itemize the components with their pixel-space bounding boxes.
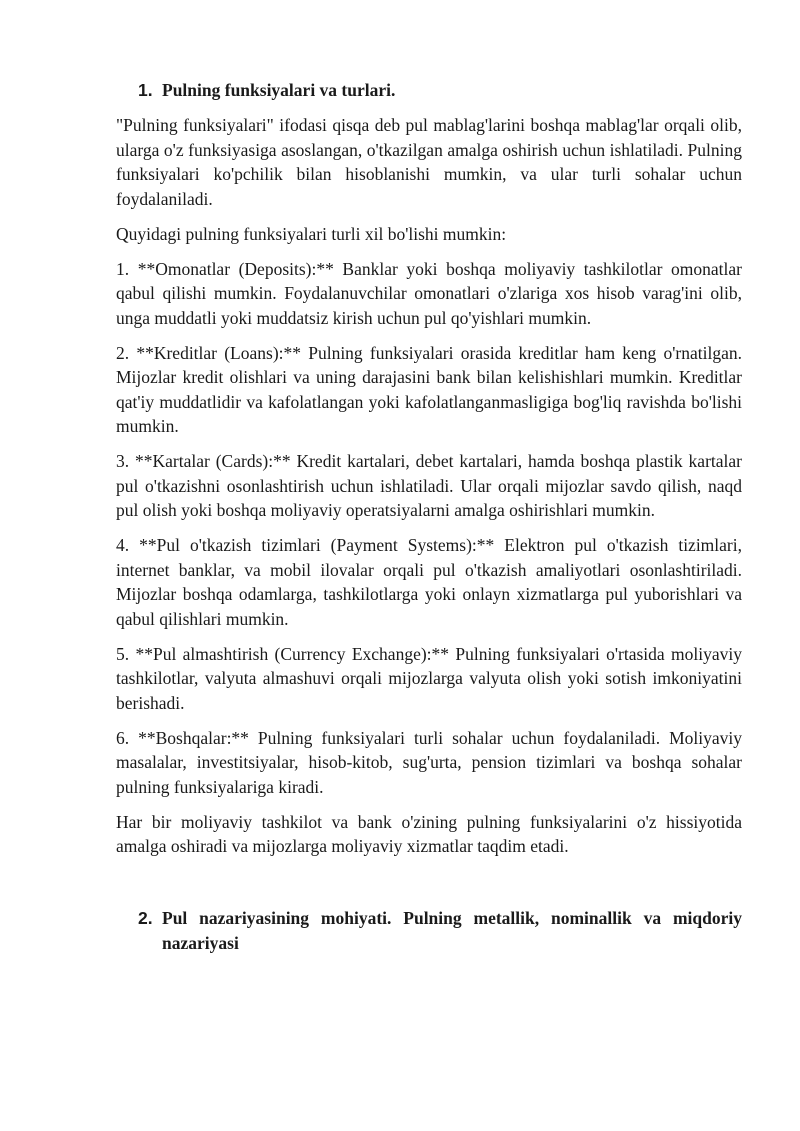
section-number: 2. [138, 907, 153, 928]
paragraph-currency-exchange: 5. **Pul almashtirish (Currency Exchange):** Pulning funksiyalari o'rtasida moliyaviy tashkilotlar, valyuta almashuvi orqali mijozlarga valyuta olish yoki sotish imkoniyatini berishadi. [116, 643, 742, 713]
section-number: 1. [138, 80, 153, 100]
paragraph-payment-systems: 4. **Pul o'tkazish tizimlari (Payment Systems):** Elektron pul o'tkazish tizimlari, internet banklar, va mobil ilovalar orqali pul o'tkazish amaliyotlari osonlashtiriladi. Mijozlar boshqa odamlarga, tashkilotlarga yoki onlayn xizmatlarga pul yuborishlari va qabul qilishlari mumkin. [116, 535, 742, 629]
section-heading-2 [138, 906, 742, 956]
paragraph-deposits: 1. **Omonatlar (Deposits):** Banklar yoki boshqa moliyaviy tashkilotlar omonatlar qabul qilishi mumkin. Foydalanuvchilar omonatlari o'zlariga xos hisob varag'ini olib, unga muddatli yoki muddatsiz kirish uchun pul qo'yishlari mumkin. [116, 258, 742, 328]
paragraph-cards: 3. **Kartalar (Cards):** Kredit kartalari, debet kartalari, hamda boshqa plastik kartalar pul o'tkazishni osonlashtirish uchun ishlatiladi. Ular orqali mijozlar savdo qilish, naqd pul olish yoki boshqa moliyaviy operatsiyalarni amalga oshirishlari mumkin. [116, 451, 742, 520]
paragraph-intro: "Pulning funksiyalari" ifodasi qisqa deb pul mablag'larini boshqa mablag'lar orqali olib, ularga o'z funksiyasiga asoslangan, o'tkazilgan amalga oshirish uchun ishlatiladi. Pulning funksiyalari ko'pchilik bilan hisoblanishi mumkin, va ular turli sohalar uchun foydalaniladi. [116, 115, 742, 209]
paragraph-list-lead: Quyidagi pulning funksiyalari turli xil bo'lishi mumkin: [116, 223, 507, 244]
section-title: Pul nazariyasining mohiyati. Pulning metallik, nominallik va miqdoriy nazariyasi [162, 907, 742, 953]
paragraph-others: 6. **Boshqalar:** Pulning funksiyalari turli sohalar uchun foydalaniladi. Moliyaviy masalalar, investitsiyalar, hisob-kitob, sug'urta, pension tizimlari va boshqa sohalar pulning funksiyalariga kiradi. [116, 727, 742, 797]
paragraph-loans: 2. **Kreditlar (Loans):** Pulning funksiyalari orasida kreditlar ham keng o'rnatilgan. Mijozlar kredit olishlari va uning darajasini bank bilan kelishishlari mumkin. Kreditlar qat'iy muddatlidir va kafolatlangan yoki kafolatlanganmasligiga bog'liq ravishda bo'lishi mumkin. [116, 342, 742, 436]
paragraph-conclusion: Har bir moliyaviy tashkilot va bank o'zining pulning funksiyalarini o'z hissiyotida amalga oshiradi va mijozlarga moliyaviy xizmatlar taqdim etadi. [116, 811, 742, 856]
section-heading-1 [138, 78, 742, 103]
document-content [116, 78, 742, 956]
section-title: Pulning funksiyalari va turlari. [162, 80, 396, 100]
